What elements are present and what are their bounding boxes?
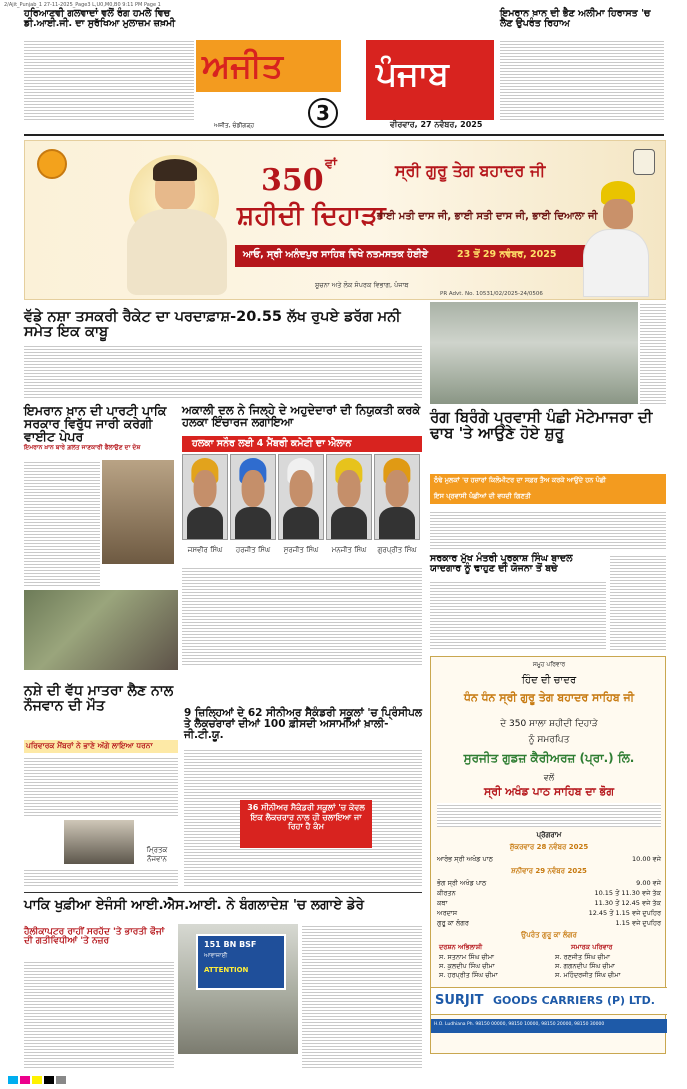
member-name-1: ਜਸਵੀਰ ਸਿੰਘ — [187, 546, 223, 554]
schedule-time: 10.15 ਤੋਂ 11.30 ਵਜੇ ਤੱਕ — [594, 889, 661, 897]
page-number: 3 — [308, 98, 338, 128]
birds-side-body — [640, 302, 666, 404]
tribute-program-label: ਪ੍ਰੋਗਰਾਮ — [536, 831, 562, 839]
govt-emblem-icon — [633, 149, 655, 175]
isi-sub: ਹੈਲੀਕਾਪਟਰ ਰਾਹੀਂ ਸਰਹੱਦ 'ਤੇ ਭਾਰਤੀ ਫੌਜਾਂ ਦੀ ਗਤੀਵਿਧੀਆਂ 'ਤੇ ਨਜ਼ਰ — [24, 927, 165, 947]
banner-title: ਸ਼ਹੀਦੀ ਦਿਹਾੜਾ — [237, 201, 386, 231]
akali-headline: ਅਕਾਲੀ ਦਲ ਨੇ ਜਿਲ੍ਹੇ ਦੇ ਅਹੁਦੇਦਾਰਾਂ ਦੀ ਨਿਯੁਕਤੀ ਕਰਕੇ ਹਲਕਾ ਇੰਚਾਰਜ ਲਗਾਇਆ — [182, 403, 421, 430]
banner-dates: 23 ਤੋਂ 29 ਨਵੰਬਰ, 2025 — [457, 249, 557, 260]
nashe-headline: ਨਸ਼ੇ ਦੀ ਵੱਧ ਮਾਤਰਾ ਲੈਣ ਨਾਲ ਨੌਜਵਾਨ ਦੀ ਮੌਤ — [24, 683, 174, 714]
imran-headline: ਇਮਰਾਨ ਖ਼ਾਨ ਦੀ ਪਾਰਟੀ ਪਾਕਿ ਸਰਕਾਰ ਵਿਰੁੱਧ ਜਾਰੀ ਕਰੇਗੀ ਵਾਈਟ ਪੇਪਰ — [24, 403, 167, 445]
masthead-location: ਅਜੀਤ, ਚੰਡੀਗੜ੍ਹ — [214, 122, 255, 129]
brand-a: SURJIT — [435, 993, 484, 1008]
schedule-row — [437, 919, 661, 928]
schedule-row — [437, 899, 661, 908]
tribute-line4: ਨੂੰ ਸਮਰਪਿਤ — [528, 735, 570, 745]
banner-number: 350 — [261, 163, 324, 198]
tribute-ad — [430, 656, 666, 1054]
left-name: ਸ. ਸਤਨਾਮ ਸਿੰਘ ਚੀਮਾ — [439, 953, 495, 961]
tribute-langar-label: ਉਪਰੰਤ ਗੁਰੂ ਕਾ ਲੰਗਰ — [521, 931, 577, 939]
schedule-row — [437, 855, 661, 864]
bsf-sign — [196, 934, 286, 990]
member-photo-3 — [278, 454, 324, 540]
banner-number-sup: ਵਾਂ — [325, 157, 337, 172]
tribute-day1: ਸ਼ੁੱਕਰਵਾਰ 28 ਨਵੰਬਰ 2025 — [509, 843, 589, 851]
schools-pullquote: 36 ਸੀਨੀਅਰ ਸੈਕੰਡਰੀ ਸਕੂਲਾਂ 'ਚ ਕੇਵਲ ਇਕ ਲੈਕਚਰਾਰ ਨਾਲ ਹੀ ਚਲਾਇਆ ਜਾ ਰਿਹਾ ਹੈ ਕੰਮ — [247, 803, 365, 832]
member-photo-5 — [374, 454, 420, 540]
left-name: ਸ. ਕੁਲਦੀਪ ਸਿੰਘ ਚੀਮਾ — [439, 962, 495, 970]
tribute-line2: ਧੰਨ ਧੰਨ ਸ੍ਰੀ ਗੁਰੂ ਤੇਗ ਬਹਾਦਰ ਸਾਹਿਬ ਜੀ — [463, 691, 635, 704]
monument-body — [430, 580, 606, 650]
tribute-event: ਸ੍ਰੀ ਅਖੰਡ ਪਾਠ ਸਾਹਿਬ ਦਾ ਭੋਗ — [483, 785, 615, 798]
isi-rule — [24, 892, 422, 893]
birds-photo — [430, 302, 638, 404]
tribute-line3: ਦੇ 350 ਸਾਲਾ ਸ਼ਹੀਦੀ ਦਿਹਾੜੇ — [500, 719, 598, 729]
tribute-line1: ਹਿੰਦ ਦੀ ਚਾਦਰ — [521, 675, 577, 686]
right-names-title: ਸਮਾਰਕ ਪਰਿਵਾਰ — [571, 943, 613, 951]
tribute-company: ਸੁਰਜੀਤ ਗੁਡਜ਼ ਕੈਰੀਅਰਜ਼ (ਪ੍ਰਾ.) ਲਿ. — [463, 751, 635, 765]
banner-guru: ਸ੍ਰੀ ਗੁਰੂ ਤੇਗ ਬਹਾਦਰ ਜੀ — [395, 161, 546, 180]
tribute-footer: H.O. Ludhiana Ph. 98150 00000, 98150 10000, 98150 20000, 98150 30000 — [434, 1022, 605, 1027]
masthead-word-left: ਅਜੀਤ — [202, 46, 283, 85]
banner-advt-no: PR Advt. No. 10531/02/2025-24/0506 — [440, 291, 543, 297]
imran-photo — [102, 460, 174, 564]
schedule-item: ਭੋਗ ਸ੍ਰੀ ਅਖੰਡ ਪਾਠ — [437, 879, 487, 887]
right-name: ਸ. ਮਹਿੰਦਰਜੀਤ ਸਿੰਘ ਚੀਮਾ — [555, 971, 621, 979]
member-photo-1 — [182, 454, 228, 540]
schedule-item: ਕੀਰਤਨ — [437, 889, 456, 897]
member-name-5: ਗੁਰਪ੍ਰੀਤ ਸਿੰਘ — [377, 546, 417, 554]
schools-headline: 9 ਜ਼ਿਲ੍ਹਿਆਂ ਦੇ 62 ਸੀਨੀਅਰ ਸੈਕੰਡਰੀ ਸਕੂਲਾਂ 'ਚ ਪ੍ਰਿੰਸੀਪਲ ਤੇ ਲੈਕਚਰਾਰਾਂ ਦੀਆਂ 100 ਫ਼ੀਸਦੀ ਅਸਾਮੀਆਂ ਖ਼ਾਲੀ-ਜੀ.ਟੀ.ਯੂ. — [184, 707, 422, 742]
birds-kicker-box — [430, 474, 666, 504]
brand-strip — [431, 987, 667, 1015]
banner-ad — [24, 140, 666, 300]
schedule-time: 10.00 ਵਜੇ — [632, 855, 661, 863]
isi-body — [24, 960, 174, 1070]
tribute-by: ਵਲੋਂ — [543, 773, 555, 782]
schedule-item: ਆਰੰਭ ਸ੍ਰੀ ਅਖੰਡ ਪਾਠ — [437, 855, 493, 863]
side-brief-body — [610, 554, 666, 650]
tribute-small-top: ਸਮੂਹ ਪਰਿਵਾਰ — [532, 661, 566, 668]
tribute-body — [437, 803, 661, 827]
imran-kicker: ਇਮਰਾਨ ਖ਼ਾਨ ਬਾਰੇ ਗ਼ਲਤ ਜਾਣਕਾਰੀ ਫੈਲਾਉਣ ਦਾ ਦੋਸ਼ — [24, 444, 141, 451]
lead-headline: ਵੱਡੇ ਨਸ਼ਾ ਤਸਕਰੀ ਰੈਕੇਟ ਦਾ ਪਰਦਾਫ਼ਾਸ਼-20.55 ਲੱਖ ਰੁਪਏ ਡਰੱਗ ਮਨੀ ਸਮੇਤ ਇਕ ਕਾਬੂ — [24, 309, 401, 341]
left-names-title: ਦਰਸ਼ਨ ਅਭਿਲਾਸ਼ੀ — [439, 943, 483, 951]
lead-body — [24, 344, 422, 400]
schedule-row — [437, 889, 661, 898]
print-slug: 2/Ajit_Punjab_1 27-11-2025_Page3 L,U0,M0,B0 9:11 PM Page 1 — [4, 2, 161, 8]
brand-b: GOODS CARRIERS (P) LTD. — [493, 994, 655, 1007]
member-photo-2 — [230, 454, 276, 540]
right-name: ਸ. ਗਗਨਦੀਪ ਸਿੰਘ ਚੀਮਾ — [555, 962, 615, 970]
masthead-rule — [24, 134, 664, 136]
ear-right-headline: ਇਮਰਾਨ ਖ਼ਾਨ ਦੀ ਭੈਣ ਅਲੀਮਾ ਹਿਰਾਸਤ 'ਚ ਲੈਣ ਉਪਰੰਤ ਰਿਹਾਅ — [500, 8, 651, 29]
ear-left-body — [24, 39, 194, 121]
nashe-kicker: ਪਰਿਵਾਰਕ ਮੈਂਬਰਾਂ ਨੇ ਭਾਣੇ ਅੱਗੇ ਲਾਇਆ ਧਰਨਾ — [26, 741, 153, 750]
birds-headline: ਰੰਗ ਬਿਰੰਗੇ ਪ੍ਰਵਾਸੀ ਪੰਛੀ ਮੋਟੇਮਾਜਰਾ ਦੀ ਢਾਬ 'ਤੇ ਆਉਣੇ ਹੋਏ ਸ਼ੁਰੂ — [430, 408, 653, 442]
isi-body-2 — [302, 924, 422, 1070]
bsf-sign-text: 151 BN BSF — [204, 940, 257, 949]
schedule-time: 11.30 ਤੋਂ 12.45 ਵਜੇ ਤੱਕ — [594, 899, 661, 907]
nashe-photo — [64, 820, 134, 864]
ear-right — [500, 9, 664, 121]
member-name-3: ਸੁਰਜੀਤ ਸਿੰਘ — [283, 546, 319, 554]
schedule-time: 12.45 ਤੋਂ 1.15 ਵਜੇ ਦੁਪਹਿਰ — [588, 909, 661, 917]
bsf-sign-sub: ਆਵਾਜਾਈ — [204, 952, 228, 959]
schedule-item: ਗੁਰੂ ਕਾ ਲੰਗਰ — [437, 919, 469, 927]
ear-left — [24, 9, 194, 121]
masthead-date: ਵੀਰਵਾਰ, 27 ਨਵੰਬਰ, 2025 — [390, 120, 483, 129]
color-registration-bar — [8, 1076, 68, 1084]
committee-bar — [182, 436, 422, 452]
banner-companions: ਭਾਈ ਮਤੀ ਦਾਸ ਜੀ, ਭਾਈ ਸਤੀ ਦਾਸ ਜੀ, ਭਾਈ ਦਿਆਲਾ ਜੀ — [377, 211, 598, 222]
banner-invite-bar — [235, 245, 595, 267]
tribute-footer-bar — [431, 1019, 667, 1033]
protest-photo — [24, 590, 178, 670]
member-photo-4 — [326, 454, 372, 540]
guru-illustration — [109, 149, 239, 299]
bsf-attention: ATTENTION — [204, 966, 249, 974]
schedule-row — [437, 909, 661, 918]
member-name-2: ਹਰਜੀਤ ਸਿੰਘ — [235, 546, 271, 554]
banner-issuer: ਸੂਚਨਾ ਅਤੇ ਲੋਕ ਸੰਪਰਕ ਵਿਭਾਗ, ਪੰਜਾਬ — [315, 281, 409, 289]
tribute-day2: ਸ਼ਨੀਵਾਰ 29 ਨਵੰਬਰ 2025 — [511, 867, 587, 875]
masthead-word-right: ਪੰਜਾਬ — [376, 54, 449, 93]
nashe-body-2 — [24, 868, 178, 888]
schedule-item: ਅਰਦਾਸ — [437, 909, 458, 917]
akali-body — [182, 566, 422, 666]
birds-body — [430, 510, 666, 550]
nashe-body — [24, 756, 178, 818]
left-name: ਸ. ਹਰਪ੍ਰੀਤ ਸਿੰਘ ਚੀਮਾ — [439, 971, 498, 979]
schools-pullquote-box — [240, 800, 372, 848]
banner-invite: ਆਓ, ਸ੍ਰੀ ਅਨੰਦਪੁਰ ਸਾਹਿਬ ਵਿਖੇ ਨਤਮਸਤਕ ਹੋਈਏ — [243, 249, 429, 260]
imran-body — [24, 460, 100, 586]
isi-headline: ਪਾਕਿ ਖੁਫ਼ੀਆ ਏਜੰਸੀ ਆਈ.ਐਸ.ਆਈ. ਨੇ ਬੰਗਲਾਦੇਸ਼ 'ਚ ਲਗਾਏ ਡੇਰੇ — [24, 897, 365, 913]
schedule-time: 9.00 ਵਜੇ — [636, 879, 661, 887]
cm-figure — [575, 181, 655, 297]
right-name: ਸ. ਰਣਜੀਤ ਸਿੰਘ ਚੀਮਾ — [555, 953, 610, 961]
nashe-kicker-bar — [24, 740, 178, 753]
schedule-time: 1.15 ਵਜੇ ਦੁਪਹਿਰ — [615, 919, 661, 927]
ear-left-headline: ਹਰਿਆਣਵੀ ਗਲਵਾਦਾਂ ਵਲੋਂ ਰੰਗ ਹਮਲੇ ਵਿਚ ਡੀ.ਆਈ.ਜੀ. ਦਾ ਸੁਰੱਖਿਆ ਮੁਲਾਜ਼ਮ ਜ਼ਖ਼ਮੀ — [24, 8, 176, 29]
committee-portraits — [182, 454, 422, 562]
birds-bullet-1: ਠੰਢੇ ਮੁਲਕਾਂ 'ਚ ਹਜ਼ਾਰਾਂ ਕਿਲੋਮੀਟਰ ਦਾ ਸਫ਼ਰ ਤੈਅ ਕਰਕੇ ਆਉਂਦੇ ਹਨ ਪੰਛੀ — [434, 476, 607, 484]
monument-headline: ਸਰਕਾਰ ਮੁੱਖ ਮੰਤਰੀ ਪ੍ਰਕਾਸ਼ ਸਿੰਘ ਬਾਦਲ ਯਾਦਗਾਰ ਨੂੰ ਢਾਹੁਣ ਦੀ ਯੋਜਨਾ ਤੋਂ ਬਚੇ — [430, 553, 573, 574]
nashe-photo-caption: ਮ੍ਰਿਤਕ ਨੌਜਵਾਨ — [146, 846, 168, 863]
birds-bullet-2: ਇਸ ਪ੍ਰਵਾਸੀ ਪੰਛੀਆਂ ਦੀ ਵਧਦੀ ਗਿਣਤੀ — [434, 492, 531, 500]
emblem-left-icon — [37, 149, 67, 179]
schedule-row — [437, 879, 661, 888]
bsf-photo — [178, 924, 298, 1054]
committee-bar-text: ਹਲਕਾ ਸਨੌਰ ਲਈ 4 ਮੈਂਬਰੀ ਕਮੇਟੀ ਦਾ ਐਲਾਨ — [192, 438, 352, 449]
ear-right-body — [500, 39, 664, 121]
schedule-item: ਕਥਾ — [437, 899, 448, 907]
member-name-4: ਮਨਜੀਤ ਸਿੰਘ — [331, 546, 367, 554]
